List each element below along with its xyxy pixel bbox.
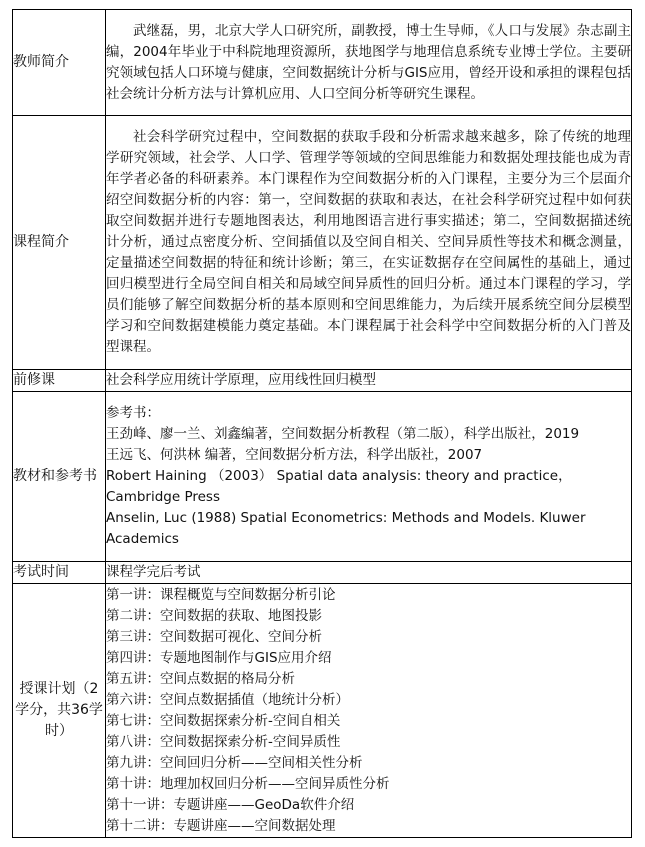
exam-label: 考试时间 (13, 562, 106, 584)
lecture-item: 第五讲：空间点数据的格局分析 (106, 670, 295, 687)
lecture-item: 第七讲：空间数据探索分析-空间自相关 (106, 712, 341, 729)
lecture-item: 第十讲：地理加权回归分析——空间异质性分析 (106, 775, 390, 792)
lecture-item: 第八讲：空间数据探索分析-空间异质性 (106, 733, 341, 750)
exam-text: 课程学完后考试 (106, 564, 201, 580)
exam-cell (106, 562, 632, 584)
lecture-item: 第九讲：空间回归分析——空间相关性分析 (106, 754, 363, 771)
teacher-label: 教师简介 (13, 10, 106, 116)
textbook-entry: Robert Haining （2003） Spatial data analysis: theory and practice，Cambridge Press (106, 468, 572, 505)
lecture-item: 第六讲：空间点数据插值（地统计分析） (106, 691, 349, 708)
teacher-row (13, 10, 632, 116)
teacher-cell (106, 10, 632, 116)
exam-row (13, 562, 632, 584)
textbooks-label: 教材和参考书 (13, 392, 106, 562)
lecture-item: 第四讲：专题地图制作与GIS应用介绍 (106, 649, 332, 666)
course-intro: 社会科学研究过程中，空间数据的获取手段和分析需求越来越多，除了传统的地理学研究领域，社会学、人口学、管理学等领域的空间思维能力和数据处理技能也成为青年学者必备的科研素养。本门课程作为空间数据分析的入门课程，主要分为三个层面介绍空间数据分析的内容：第一，空间数据的获取和表达，在社会科学研究过程中如何获取空间数据并进行专题地图表达，利用地图语言进行事实描述；第二，空间数据描述统计分析，通过点密度分析、空间插值以及空间自相关、空间异质性等技术和概念测量，定量描述空间数据的特征和统计诊断；第三，在实证数据存在空间属性的基础上，通过回归模型进行全局空间自相关和局域空间异质性的回归分析。通过本门课程的学习，学员们能够了解空间数据分析的基本原则和空间思维能力，为后续开展系统空间分层模型学习和空间数据建模能力奠定基础。本门课程属于社会科学中空间数据分析的入门普及型课程。 (106, 129, 631, 355)
lecture-item: 第十二讲：专题讲座——空间数据处理 (106, 817, 336, 834)
textbooks-cell (106, 392, 632, 562)
textbook-heading: 参考书： (106, 405, 160, 421)
textbook-entry: Anselin, Luc (1988) Spatial Econometrics: Methods and Models. Kluwer Academics (106, 510, 586, 547)
prereq-label: 前修课 (13, 370, 106, 392)
lecture-item: 第十一讲：专题讲座——GeoDa软件介绍 (106, 796, 355, 813)
course-info-table (12, 9, 632, 838)
textbook-entry: 王劲峰、廖一兰、刘鑫编著，空间数据分析教程（第二版），科学出版社，2019 (106, 426, 580, 442)
textbook-entry: 王远飞、何洪林 编著，空间数据分析方法，科学出版社，2007 (106, 447, 483, 463)
prereq-row (13, 370, 632, 392)
course-row (13, 116, 632, 370)
schedule-cell (106, 584, 632, 838)
prereq-text: 社会科学应用统计学原理，应用线性回归模型 (106, 372, 376, 388)
course-cell (106, 116, 632, 370)
lecture-item: 第一讲：课程概览与空间数据分析引论 (106, 586, 336, 603)
teacher-intro: 武继磊，男，北京大学人口研究所，副教授，博士生导师，《人口与发展》杂志副主编，2004年毕业于中科院地理资源所，获地图学与地理信息系统专业博士学位。主要研究领域包括人口环境与健康，空间数据统计分析与GIS应用，曾经开设和承担的课程包括社会统计分析方法与计算机应用、人口空间分析等研究生课程。 (106, 22, 631, 102)
schedule-row (13, 584, 632, 838)
lecture-item: 第二讲：空间数据的获取、地图投影 (106, 607, 322, 624)
prereq-cell (106, 370, 632, 392)
textbooks-row (13, 392, 632, 562)
course-label: 课程简介 (13, 116, 106, 370)
lecture-item: 第三讲：空间数据可视化、空间分析 (106, 628, 322, 645)
schedule-label: 授课计划（2学分，共36学时） (13, 584, 106, 838)
